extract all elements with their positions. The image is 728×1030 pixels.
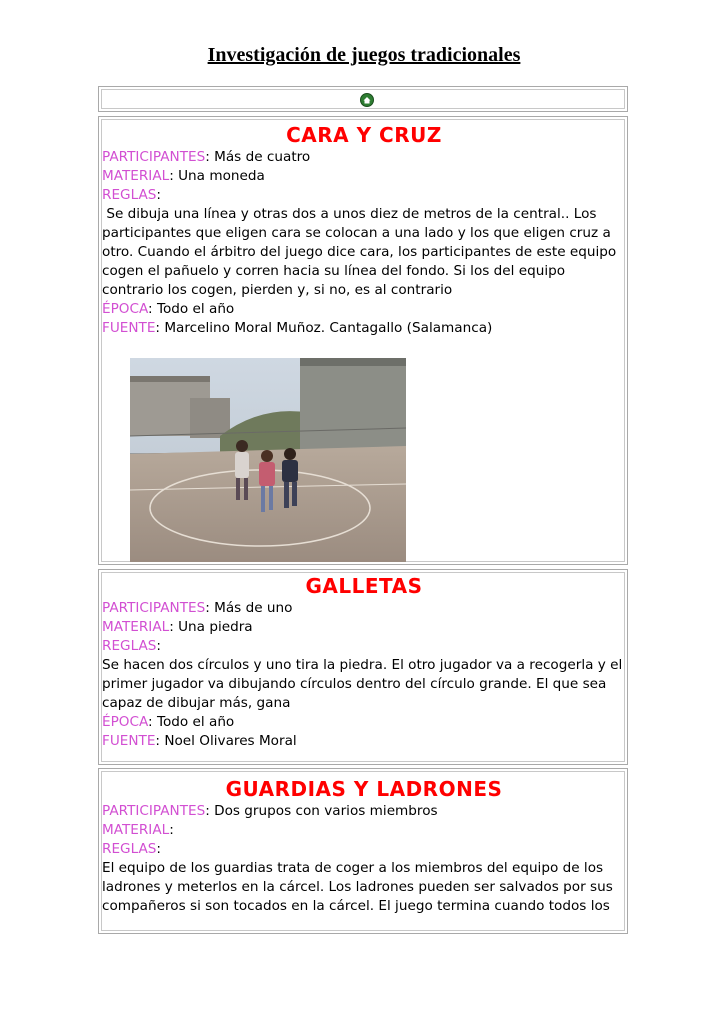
source-label: FUENTE [102,733,156,749]
rules-text-line: participantes que eligen cara se colocan a una lado y los que eligen cruz a [102,225,611,241]
source-value: : Noel Olivares Moral [155,733,297,749]
participants-line [102,802,626,821]
rules-text-line: El equipo de los guardias trata de coger a los miembros del equipo de los [102,860,604,876]
schoolyard-photo-illustration [130,358,406,562]
participants-line [102,599,626,618]
home-icon[interactable] [360,93,374,107]
material-label: MATERIAL [102,168,170,184]
season-line [102,713,626,732]
game-photo [130,358,406,562]
rules-text-line: cogen el pañuelo y corren hacia su línea del fondo. Si los del equipo [102,263,566,279]
game-card-guardias-y-ladrones [102,776,626,916]
navigation-bar-inner [101,89,625,109]
season-value: : Todo el año [148,301,235,317]
participants-value: : Más de cuatro [205,149,311,165]
source-line [102,319,626,338]
rules-text-line: compañeros si son tocados en la cárcel. El juego termina cuando todos los [102,898,610,914]
participants-label: PARTICIPANTES [102,600,206,616]
material-line [102,821,626,840]
material-line [102,167,626,186]
participants-label: PARTICIPANTES [102,149,206,165]
material-label: MATERIAL [102,619,170,635]
season-value: : Todo el año [148,714,235,730]
document-title: Investigación de juegos tradicionales [207,44,521,66]
rules-text-line: capaz de dibujar más, gana [102,695,291,711]
rules-line [102,637,626,656]
rules-label: REGLAS [102,638,157,654]
material-value: : [169,822,174,838]
source-label: FUENTE [102,320,156,336]
game-title: CARA Y CRUZ [286,123,442,147]
participants-value: : Dos grupos con varios miembros [205,803,438,819]
rules-colon: : [156,841,161,857]
rules-label: REGLAS [102,841,157,857]
rules-text-line: Se hacen dos círculos y uno tira la piedra. El otro jugador va a recogerla y el [102,657,623,673]
game-card-galletas [102,573,626,751]
season-label: ÉPOCA [102,301,149,317]
rules-text-line: contrario los cogen, pierden y, si no, es al contrario [102,282,453,298]
source-value: : Marcelino Moral Muñoz. Cantagallo (Salamanca) [155,320,493,336]
game-card-cara-y-cruz [102,122,626,338]
rules-text-line: ladrones y meterlos en la cárcel. Los ladrones pueden ser salvados por sus [102,879,613,895]
rules-colon: : [156,638,161,654]
material-value: : Una moneda [169,168,265,184]
game-title: GUARDIAS Y LADRONES [225,777,503,801]
game-title: GALLETAS [305,574,423,598]
material-value: : Una piedra [169,619,253,635]
participants-value: : Más de uno [205,600,293,616]
rules-text-line: otro. Cuando el árbitro del juego dice cara, los participantes de este equipo [102,244,617,260]
rules-text-line: primer jugador va dibujando círculos dentro del círculo grande. El que sea [102,676,607,692]
rules-colon: : [156,187,161,203]
rules-line [102,186,626,205]
participants-line [102,148,626,167]
rules-label: REGLAS [102,187,157,203]
material-line [102,618,626,637]
season-line [102,300,626,319]
source-line [102,732,626,751]
rules-text-line: Se dibuja una línea y otras dos a unos diez de metros de la central.. Los [102,206,597,222]
participants-label: PARTICIPANTES [102,803,206,819]
rules-line [102,840,626,859]
navigation-bar [98,86,628,112]
material-label: MATERIAL [102,822,170,838]
season-label: ÉPOCA [102,714,149,730]
